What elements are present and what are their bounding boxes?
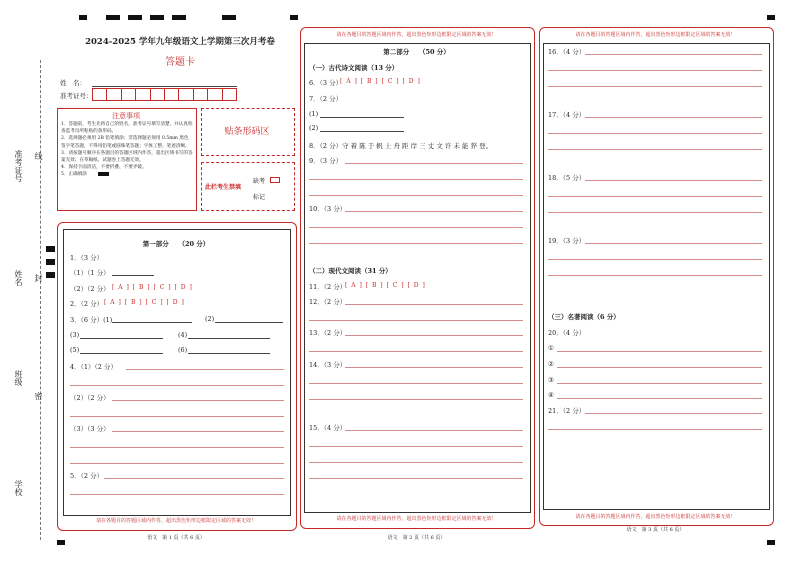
- q1-1-answer[interactable]: [112, 275, 154, 276]
- position-mark: [290, 15, 298, 20]
- section3-title: （三）名著阅读（6 分）: [548, 313, 620, 321]
- section1-title: （一）古代诗文阅读（13 分）: [309, 64, 399, 72]
- q9-answer-line[interactable]: [309, 195, 523, 196]
- q14-answer-line[interactable]: [345, 367, 523, 368]
- position-mark: [767, 540, 775, 545]
- q3-2-answer[interactable]: [215, 322, 283, 323]
- q4-1-answer-line[interactable]: [126, 369, 284, 370]
- q1-label: 1．（3 分）: [70, 254, 104, 262]
- answer-sheet-label: 答题卡: [165, 57, 195, 68]
- q18-label: 18．（5 分）: [548, 174, 586, 182]
- q19-answer-line[interactable]: [585, 243, 762, 244]
- page-footer: 语文 第 2 页（共 6 页）: [387, 535, 446, 541]
- notes-heading: 注意事项: [112, 112, 140, 120]
- exam-title: 2024-2025 学年九年级语文上学期第三次月考卷: [85, 37, 275, 47]
- q19-answer-line[interactable]: [548, 259, 762, 260]
- q1-2-options[interactable]: [ A ] [ B ] [ C ] [ D ]: [112, 284, 193, 291]
- id-label: 准考证号：: [60, 92, 93, 100]
- q9-answer-line[interactable]: [309, 179, 523, 180]
- part2-title: 第二部分 （50 分）: [383, 48, 450, 56]
- binding-seal-label: 封: [34, 274, 43, 282]
- q3-4-answer[interactable]: [188, 338, 270, 339]
- position-mark: [46, 272, 55, 278]
- binding-secret-label: 密: [34, 392, 43, 400]
- position-mark: [46, 259, 55, 265]
- absent-label: 此栏考生禁填: [205, 184, 242, 191]
- q5-label: 5．（2 分）: [70, 472, 104, 480]
- position-mark: [172, 15, 186, 20]
- q3-label: 3．（6 分）(1): [70, 316, 113, 324]
- q20-answer-line[interactable]: [557, 398, 762, 399]
- q21-answer-line[interactable]: [585, 413, 762, 414]
- area-note: 请在各题目的答题区域内作答，超出黑色矩形边框限定区域的答案无效！: [575, 32, 736, 38]
- position-mark: [222, 15, 236, 20]
- q9-label: 9．（3 分）: [309, 157, 343, 165]
- binding-name-label: 姓名: [14, 270, 23, 286]
- q16-answer-line[interactable]: [548, 70, 762, 71]
- q15-answer-line[interactable]: [309, 478, 523, 479]
- q11-options[interactable]: [ A ] [ B ] [ C ] [ D ]: [345, 282, 426, 289]
- q20-label: 20．（4 分）: [548, 329, 586, 337]
- q13-answer-line[interactable]: [309, 351, 523, 352]
- q14-answer-line[interactable]: [309, 383, 523, 384]
- q20-answer-line[interactable]: [557, 367, 762, 368]
- section2-title: （二）现代文阅读（31 分）: [309, 267, 392, 275]
- absent-missing-label: 缺考: [253, 178, 266, 185]
- q15-answer-line[interactable]: [309, 462, 523, 463]
- note-item: 2．选择题必须用 2B 铅笔填涂；非选择题必须用 0.5mm 黑色签字笔答题，不得用铅笔或圆珠笔答题；字体工整、笔迹清晰。: [61, 136, 190, 149]
- notes-list: [61, 121, 193, 179]
- position-mark: [150, 15, 164, 20]
- q7-1-answer[interactable]: [320, 117, 404, 118]
- q20-answer-line[interactable]: [557, 383, 762, 384]
- q3-4-label: (4): [178, 331, 188, 339]
- q20-item-4: ④: [548, 391, 554, 399]
- absent-mark-label: 标记: [253, 194, 266, 201]
- area-note: 请在各题目的答题区域内作答，超出黑色矩形边框限定区域的答案无效！: [336, 32, 497, 38]
- q4-3-answer-line[interactable]: [112, 431, 284, 432]
- q6-options[interactable]: [ A ] [ B ] [ C ] [ D ]: [340, 78, 421, 85]
- page-footer: 语文 第 3 页（共 6 页）: [626, 527, 685, 533]
- q13-label: 13．（2 分）: [309, 329, 347, 337]
- q3-6-label: (6): [178, 346, 188, 354]
- q14-label: 14．（3 分）: [309, 361, 347, 369]
- note-item: 4．保持卡面清洁，不要折叠、不要弄破。: [61, 165, 147, 171]
- q4-3-answer-line[interactable]: [70, 463, 284, 464]
- area-note: 请在各题目的答题区域内作答，超出黑色矩形边框限定区域的答案无效！: [575, 514, 736, 520]
- q4-1-answer-line[interactable]: [70, 385, 284, 386]
- q3-1-answer[interactable]: [112, 322, 192, 323]
- q17-answer-line[interactable]: [548, 149, 762, 150]
- q3-6-answer[interactable]: [188, 353, 270, 354]
- q7-1-label: (1): [309, 110, 319, 118]
- q15-answer-line[interactable]: [345, 430, 523, 431]
- q21-label: 21．（2 分）: [548, 407, 586, 415]
- q4-3-label: （3）（3 分）: [70, 425, 110, 433]
- q17-answer-line[interactable]: [585, 117, 762, 118]
- q13-answer-line[interactable]: [345, 335, 523, 336]
- q7-2-label: (2): [309, 124, 319, 132]
- note-item: 1．答题前，考生先将自己的姓名，准考证号填写清楚，并认真检查监考员所粘贴的条形码。: [61, 122, 193, 135]
- q20-item-3: ③: [548, 376, 554, 384]
- q4-3-answer-line[interactable]: [70, 447, 284, 448]
- part1-title: 第一部分 （20 分）: [142, 240, 210, 248]
- q4-label: 4．（1）（2 分）: [70, 363, 117, 371]
- black-frame-col2: [304, 43, 531, 513]
- q1-1-label: （1）（1 分）: [70, 269, 110, 277]
- q1-2-label: （2）（2 分）: [70, 285, 110, 293]
- q19-answer-line[interactable]: [548, 275, 762, 276]
- filled-sample: [98, 172, 109, 176]
- q18-answer-line[interactable]: [548, 196, 762, 197]
- q3-5-label: (5): [70, 346, 80, 354]
- q3-3-answer[interactable]: [80, 338, 163, 339]
- binding-line: [40, 60, 41, 540]
- q12-answer-line[interactable]: [309, 320, 523, 321]
- q17-label: 17．（4 分）: [548, 111, 586, 119]
- barcode-label: 贴条形码区: [224, 127, 270, 137]
- q3-3-label: (3): [70, 331, 80, 339]
- q20-item-1: ①: [548, 344, 554, 352]
- area-note: 请在各题目的答题区域内作答，超出黑色矩形边框限定区域的答案无效！: [336, 516, 497, 522]
- q10-answer-line[interactable]: [345, 211, 523, 212]
- absent-checkbox[interactable]: [270, 177, 280, 183]
- q12-answer-line[interactable]: [345, 304, 523, 305]
- position-mark: [128, 15, 142, 20]
- q19-label: 19．（3 分）: [548, 237, 586, 245]
- note-item: 5．正确填涂: [61, 171, 193, 178]
- q10-answer-line[interactable]: [309, 227, 523, 228]
- q7-2-answer[interactable]: [320, 131, 404, 132]
- position-mark: [767, 15, 775, 20]
- binding-school-label: 学校: [14, 480, 23, 496]
- q2-label: 2．（2 分）: [70, 300, 104, 308]
- q9-answer-line[interactable]: [345, 163, 523, 164]
- q6-label: 6．（3 分）: [309, 79, 343, 87]
- q5-answer-line[interactable]: [104, 478, 284, 479]
- q4-2-answer-line[interactable]: [70, 416, 284, 417]
- q16-answer-line[interactable]: [585, 54, 762, 55]
- q2-options[interactable]: [ A ] [ B ] [ C ] [ D ]: [104, 299, 185, 306]
- q18-answer-line[interactable]: [585, 180, 762, 181]
- q5-answer-line[interactable]: [70, 494, 284, 495]
- q15-answer-line[interactable]: [309, 446, 523, 447]
- q20-answer-line[interactable]: [557, 351, 762, 352]
- q12-label: 12．（2 分）: [309, 298, 347, 306]
- q16-label: 16．（4 分）: [548, 48, 586, 56]
- name-field[interactable]: [92, 86, 237, 87]
- q15-label: 15．（4 分）: [309, 424, 347, 432]
- name-label: 姓 名：: [60, 79, 86, 87]
- q7-label: 7．（2 分）: [309, 95, 343, 103]
- page-footer: 语文 第 1 页（共 6 页）: [147, 535, 205, 541]
- binding-line-label: 线: [34, 152, 43, 160]
- q16-answer-line[interactable]: [548, 86, 762, 87]
- id-boxes[interactable]: [92, 88, 237, 101]
- q4-2-label: （2）（2 分）: [70, 394, 110, 402]
- q10-label: 10．（3 分）: [309, 205, 347, 213]
- position-mark: [79, 15, 87, 20]
- q11-label: 11．（2 分）: [309, 283, 347, 291]
- position-mark: [106, 15, 120, 20]
- q18-answer-line[interactable]: [548, 212, 762, 213]
- q14-answer-line[interactable]: [309, 399, 523, 400]
- q21-answer-line[interactable]: [548, 429, 762, 430]
- q17-answer-line[interactable]: [548, 133, 762, 134]
- area-note: 请在各题目的答题区域内作答，超出黑色矩形边框限定区域的答案无效！: [95, 518, 256, 524]
- q8-label: 8．（2 分）守 着 陈 于 帆 上 舟 距 岸 三 丈 文 许 未 能 猝 登。: [309, 142, 493, 150]
- binding-class-label: 班级: [14, 370, 23, 386]
- position-mark: [46, 246, 55, 252]
- q4-2-answer-line[interactable]: [112, 400, 284, 401]
- q10-answer-line[interactable]: [309, 243, 523, 244]
- q3-5-answer[interactable]: [80, 353, 163, 354]
- q20-item-2: ②: [548, 360, 554, 368]
- note-item: 3．请按题号顺序在各题目的答题区域内作答，超出区域书写的答案无效；在草稿纸、试题卷上答题无效。: [61, 150, 193, 164]
- binding-id-label: 准考证号: [14, 150, 23, 182]
- q3-2-label: (2): [205, 315, 215, 323]
